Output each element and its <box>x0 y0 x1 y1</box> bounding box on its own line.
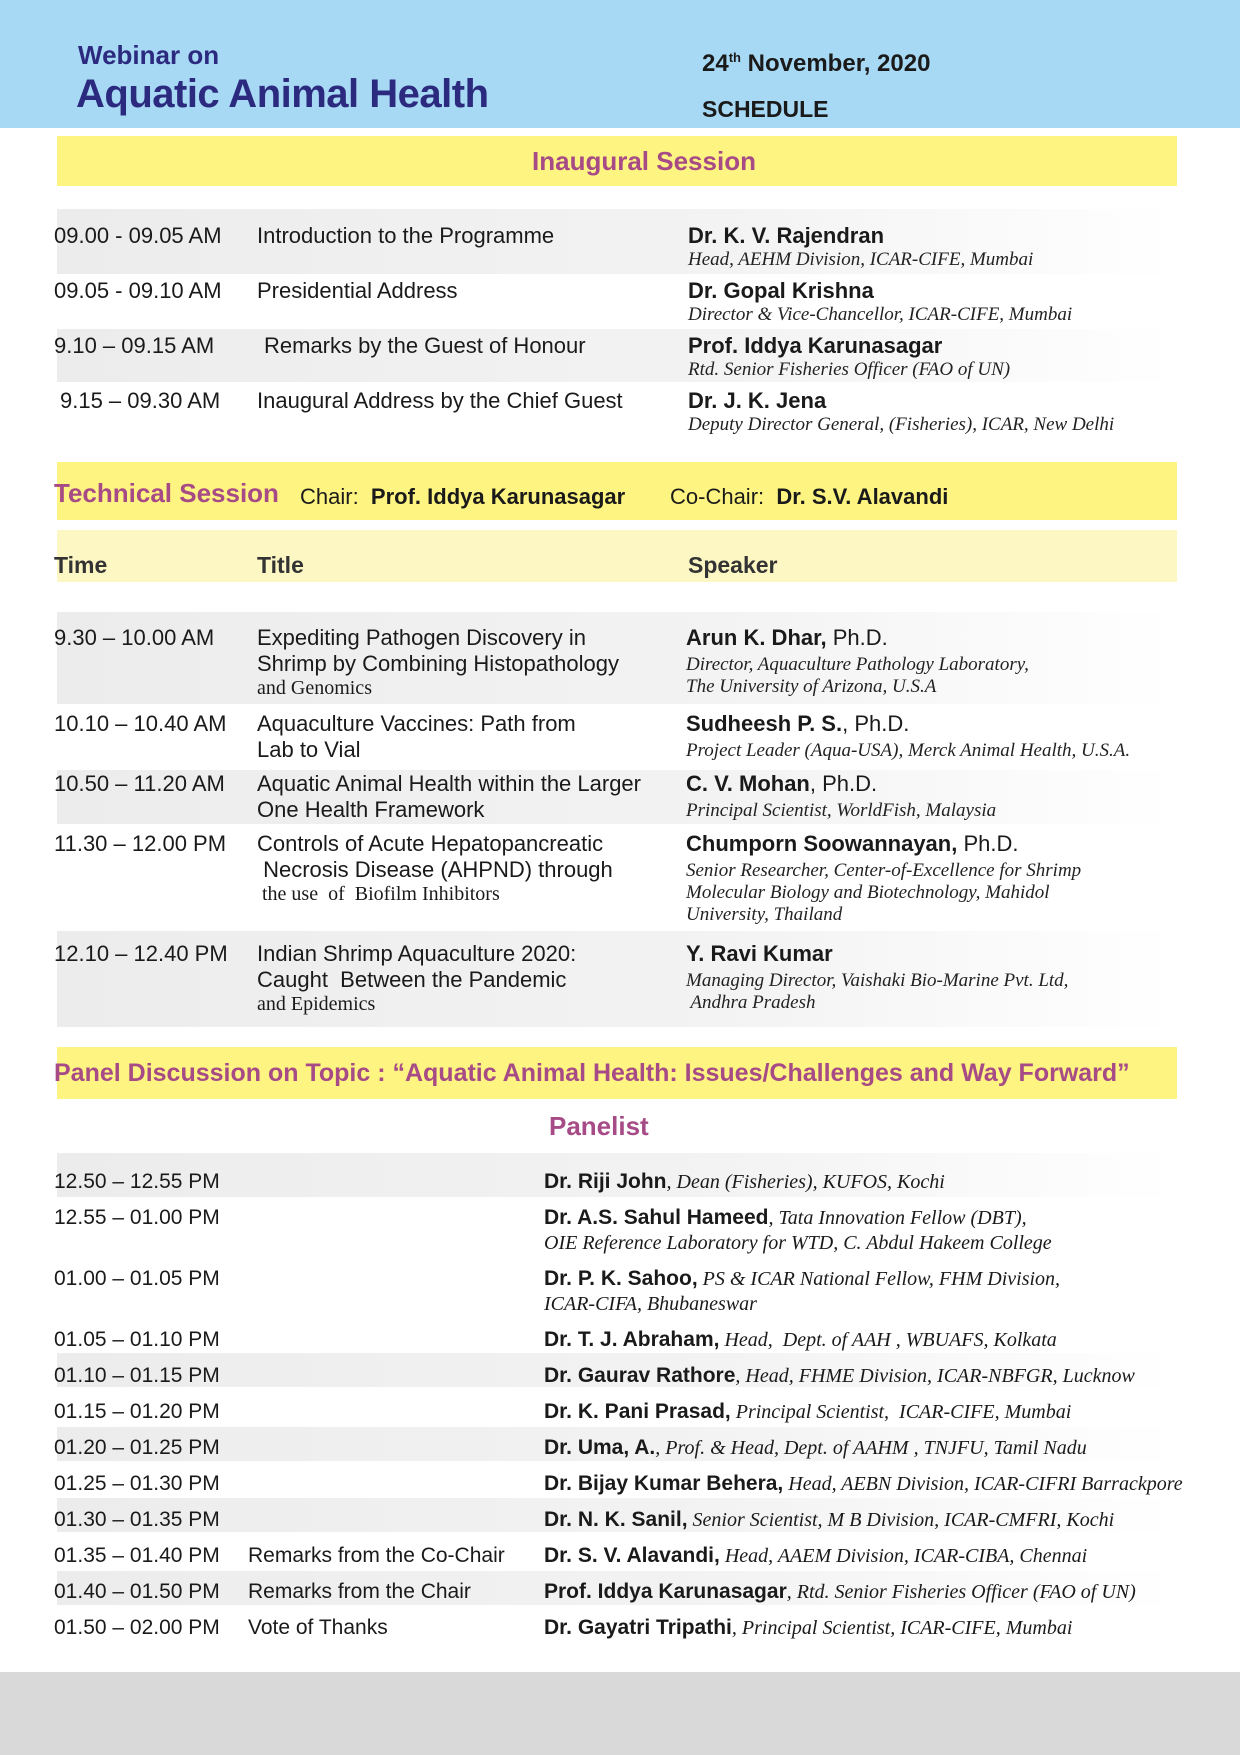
header-subtitle: Webinar on <box>78 40 220 70</box>
time: 10.10 – 10.40 AM <box>54 711 227 736</box>
chair-line <box>300 484 625 510</box>
panelist: Dr. Gayatri Tripathi, Principal Scientist, ICAR-CIFE, Mumbai <box>544 1616 1073 1639</box>
panelist: Dr. Uma, A., Prof. & Head, Dept. of AAHM , TNJFU, Tamil Nadu <box>544 1436 1087 1459</box>
speaker: C. V. Mohan, Ph.D. Principal Scientist, WorldFish, Malaysia <box>686 771 997 821</box>
talk-title: Aquatic Animal Health within the Larger One Health Framework <box>257 771 641 822</box>
panelist: Dr. K. Pani Prasad, Principal Scientist, ICAR-CIFE, Mumbai <box>544 1400 1072 1423</box>
time: 01.20 – 01.25 PM <box>54 1436 220 1459</box>
time: 09.05 - 09.10 AM <box>54 278 222 303</box>
panelist-name: Dr. S. V. Alavandi, <box>544 1544 720 1567</box>
panelist: Dr. S. V. Alavandi, Head, AAEM Division, ICAR-CIBA, Chennai <box>544 1544 1088 1567</box>
panelist-affiliation: OIE Reference Laboratory for WTD, C. Abdul Hakeem College <box>544 1232 1052 1254</box>
time: 01.30 – 01.35 PM <box>54 1508 220 1531</box>
time: 10.50 – 11.20 AM <box>54 771 225 796</box>
time: 9.10 – 09.15 AM <box>54 333 215 358</box>
cochair-line <box>670 484 948 510</box>
column-header-title: Title <box>257 552 304 578</box>
speaker-name: Prof. Iddya Karunasagar <box>688 333 943 358</box>
panelist: Dr. N. K. Sanil, Senior Scientist, M B Division, ICAR-CMFRI, Kochi <box>544 1508 1115 1531</box>
panelist-label: Panelist <box>549 1111 649 1141</box>
panelist: Dr. T. J. Abraham, Head, Dept. of AAH , WBUAFS, Kolkata <box>544 1328 1057 1351</box>
program-item: Remarks from the Chair <box>248 1580 471 1603</box>
panelist: Dr. Bijay Kumar Behera, Head, AEBN Division, ICAR-CIFRI Barrackpore <box>544 1472 1183 1495</box>
talk-title: Expediting Pathogen Discovery in Shrimp by Combining Histopathology and Genomics <box>257 625 619 699</box>
panelist: Dr. Riji John, Dean (Fisheries), KUFOS, Kochi <box>544 1170 945 1193</box>
cochair-label: Co-Chair: <box>670 484 765 509</box>
inaugural-title: Inaugural Session <box>532 146 756 176</box>
time: 01.25 – 01.30 PM <box>54 1472 220 1495</box>
speaker: Chumporn Soowannayan, Ph.D. Senior Researcher, Center-of-Excellence for Shrimp Molecular Biology and Biotechnology, Mahidol University, Thailand <box>686 831 1082 925</box>
time: 12.55 – 01.00 PM <box>54 1206 220 1229</box>
panelist-name: Dr. N. K. Sanil, <box>544 1508 688 1531</box>
speaker-name: Sudheesh P. S. <box>686 711 843 736</box>
time: 01.15 – 01.20 PM <box>54 1400 220 1423</box>
panelist: Dr. A.S. Sahul Hameed, Tata Innovation Fellow (DBT), <box>544 1206 1027 1229</box>
time: 01.35 – 01.40 PM <box>54 1544 220 1567</box>
column-header-speaker: Speaker <box>688 552 778 578</box>
panelist-name: Dr. Riji John <box>544 1170 667 1193</box>
speaker-name: Chumporn Soowannayan, <box>686 831 958 856</box>
time: 11.30 – 12.00 PM <box>54 831 227 856</box>
cochair-name: Dr. S.V. Alavandi <box>776 484 949 509</box>
column-header-band <box>57 530 1177 582</box>
panelist-affiliation: ICAR-CIFA, Bhubaneswar <box>544 1293 757 1315</box>
panelist-name: Dr. K. Pani Prasad, <box>544 1400 731 1423</box>
speaker-name: Arun K. Dhar, <box>686 625 827 650</box>
technical-title: Technical Session <box>54 478 279 508</box>
program-item: Vote of Thanks <box>248 1616 388 1639</box>
panelist-name: Dr. Bijay Kumar Behera, <box>544 1472 784 1495</box>
speaker: Sudheesh P. S., Ph.D. Project Leader (Aqua-USA), Merck Animal Health, U.S.A. <box>686 711 1131 761</box>
panelist-name: Dr. Gaurav Rathore <box>544 1364 736 1387</box>
program-item: Presidential Address <box>257 278 458 303</box>
speaker-name: Dr. K. V. Rajendran <box>688 223 885 248</box>
speaker-name: C. V. Mohan <box>686 771 810 796</box>
panelist-name: Dr. Gayatri Tripathi <box>544 1616 732 1639</box>
panel-title: Panel Discussion on Topic : “Aquatic Animal Health: Issues/Challenges and Way Forward” <box>54 1059 1130 1087</box>
program-item: Remarks by the Guest of Honour <box>264 333 586 358</box>
speaker-name: Y. Ravi Kumar <box>686 941 833 966</box>
speaker-affiliation: Head, AEHM Division, ICAR-CIFE, Mumbai <box>688 249 1034 270</box>
header-schedule: SCHEDULE <box>702 96 829 122</box>
time: 01.10 – 01.15 PM <box>54 1364 220 1387</box>
panelist: Dr. Gaurav Rathore, Head, FHME Division, ICAR-NBFGR, Lucknow <box>544 1364 1135 1387</box>
speaker-name: Dr. Gopal Krishna <box>688 278 874 303</box>
speaker: Y. Ravi Kumar Managing Director, Vaishaki Bio-Marine Pvt. Ltd, Andhra Pradesh <box>686 941 1069 1013</box>
panelist: Prof. Iddya Karunasagar, Rtd. Senior Fisheries Officer (FAO of UN) <box>544 1580 1136 1603</box>
panelist-name: Dr. Uma, A. <box>544 1436 656 1459</box>
footer-band <box>0 1672 1240 1755</box>
time: 01.50 – 02.00 PM <box>54 1616 220 1639</box>
chair-label: Chair: <box>300 484 359 509</box>
chair-name: Prof. Iddya Karunasagar <box>370 484 626 509</box>
panelist-name: Dr. A.S. Sahul Hameed <box>544 1206 769 1229</box>
column-header-time: Time <box>54 552 108 578</box>
header-date: 24th November, 2020 <box>702 50 931 77</box>
talk-title: Controls of Acute Hepatopancreatic Necrosis Disease (AHPND) through the use of Biofilm Inhibitors <box>257 831 613 905</box>
program-item: Remarks from the Co-Chair <box>248 1544 505 1567</box>
speaker-affiliation: Rtd. Senior Fisheries Officer (FAO of UN) <box>688 359 1011 380</box>
talk-title: Aquaculture Vaccines: Path from Lab to Vial <box>257 711 576 762</box>
speaker-name: Dr. J. K. Jena <box>688 388 827 413</box>
time: 9.30 – 10.00 AM <box>54 625 215 650</box>
speaker-affiliation: Director & Vice-Chancellor, ICAR-CIFE, Mumbai <box>688 304 1073 325</box>
time: 12.50 – 12.55 PM <box>54 1170 220 1193</box>
time: 12.10 – 12.40 PM <box>54 941 228 966</box>
speaker-affiliation: Deputy Director General, (Fisheries), ICAR, New Delhi <box>688 414 1115 435</box>
panelist-name: Dr. T. J. Abraham, <box>544 1328 720 1351</box>
time: 01.40 – 01.50 PM <box>54 1580 220 1603</box>
header-title: Aquatic Animal Health <box>76 72 489 116</box>
panelist: Dr. P. K. Sahoo, PS & ICAR National Fellow, FHM Division, <box>544 1267 1061 1290</box>
time: 9.15 – 09.30 AM <box>60 388 221 413</box>
panelist-name: Prof. Iddya Karunasagar <box>544 1580 787 1603</box>
program-item: Inaugural Address by the Chief Guest <box>257 388 623 413</box>
speaker: Arun K. Dhar, Ph.D. Director, Aquaculture Pathology Laboratory, The University of Arizona, U.S.A <box>686 625 1029 697</box>
time: 01.05 – 01.10 PM <box>54 1328 220 1351</box>
program-item: Introduction to the Programme <box>257 223 555 248</box>
talk-title: Indian Shrimp Aquaculture 2020: Caught Between the Pandemic and Epidemics <box>257 941 577 1015</box>
time: 01.00 – 01.05 PM <box>54 1267 220 1290</box>
time: 09.00 - 09.05 AM <box>54 223 222 248</box>
panelist-name: Dr. P. K. Sahoo, <box>544 1267 698 1290</box>
